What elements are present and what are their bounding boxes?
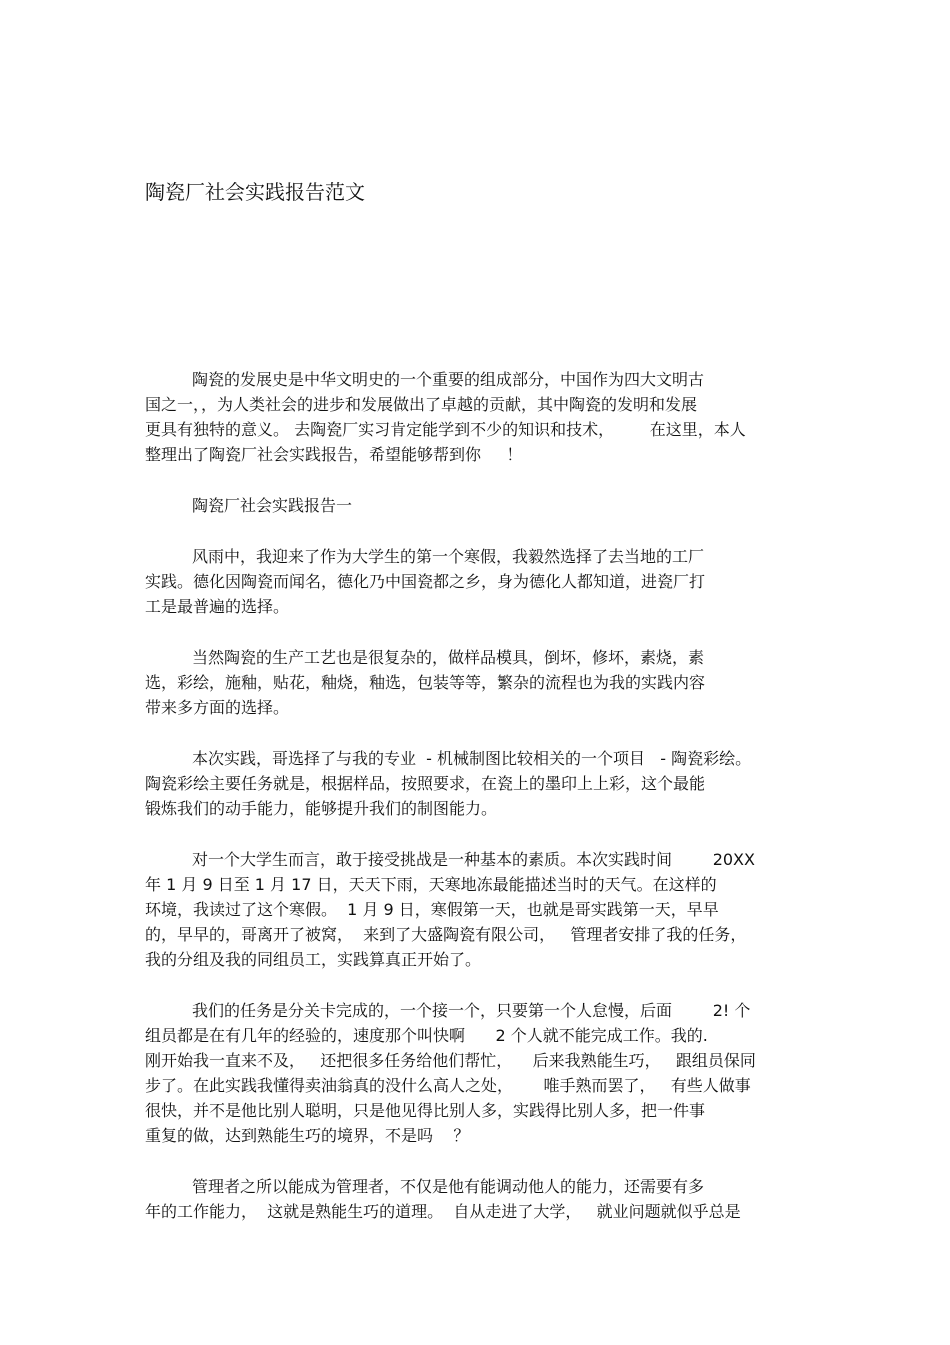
paragraph — [145, 746, 825, 821]
text-line: 年 1 月 9 日至 1 月 17 日，天天下雨，天寒地冻最能描述当时的天气。在这样的 — [145, 875, 717, 894]
paragraph-intro — [145, 367, 825, 467]
text-line: 重复的做，达到熟能生巧的境界，不是吗 ？ — [145, 1126, 470, 1145]
text-line: 锻炼我们的动手能力，能够提升我们的制图能力。 — [145, 799, 498, 818]
paragraph — [145, 1174, 825, 1224]
section-heading-text: 陶瓷厂社会实践报告一 — [192, 496, 353, 515]
document-body — [145, 367, 825, 1250]
text-line: 更具有独特的意义。 去陶瓷厂实习肯定能学到不少的知识和技术， 在这里，本人 — [145, 420, 746, 439]
text-line: 陶瓷的发展史是中华文明史的一个重要的组成部分，中国作为四大文明古 — [192, 370, 705, 389]
text-line: 年的工作能力， 这就是熟能生巧的道理。 自从走进了大学， 就业问题就似乎总是 — [145, 1202, 741, 1221]
text-line: 带来多方面的选择。 — [145, 698, 290, 717]
paragraph — [145, 544, 825, 619]
paragraph — [145, 645, 825, 720]
paragraph — [145, 998, 825, 1148]
text-line: 对一个大学生而言，敢于接受挑战是一种基本的素质。本次实践时间 20XX — [192, 850, 755, 869]
text-line: 步了。在此实践我懂得卖油翁真的没什么高人之处， 唯手熟而罢了， 有些人做事 — [145, 1076, 751, 1095]
text-line: 刚开始我一直来不及， 还把很多任务给他们帮忙， 后来我熟能生巧， 跟组员保同 — [145, 1051, 756, 1070]
text-line: 陶瓷彩绘主要任务就是，根据样品，按照要求，在瓷上的墨印上上彩，这个最能 — [145, 774, 706, 793]
text-line: 组员都是在有几年的经验的，速度那个叫快啊 2 个人就不能完成工作。我的. — [145, 1026, 708, 1045]
document-title: 陶瓷厂社会实践报告范文 — [145, 180, 365, 204]
text-line: 工是最普遍的选择。 — [145, 597, 290, 616]
text-line: 国之一，，为人类社会的进步和发展做出了卓越的贡献，其中陶瓷的发明和发展 — [145, 395, 698, 414]
text-line: 实践。德化因陶瓷而闻名，德化乃中国瓷都之乡，身为德化人都知道，进瓷厂打 — [145, 572, 706, 591]
text-line: 本次实践，哥选择了与我的专业 - 机械制图比较相关的一个项目 - 陶瓷彩绘。 — [192, 749, 752, 768]
text-line: 当然陶瓷的生产工艺也是很复杂的，做样品模具，倒坏，修坏，素烧，素 — [192, 648, 705, 667]
text-line: 风雨中，我迎来了作为大学生的第一个寒假，我毅然选择了去当地的工厂 — [192, 547, 705, 566]
text-line: 选，彩绘，施釉，贴花，釉烧，釉选，包装等等，繁杂的流程也为我的实践内容 — [145, 673, 706, 692]
text-line: 管理者之所以能成为管理者，不仅是他有能调动他人的能力，还需要有多 — [192, 1177, 705, 1196]
text-line: 环境，我读过了这个寒假。 1 月 9 日，寒假第一天，也就是哥实践第一天，早早 — [145, 900, 719, 919]
text-line: 整理出了陶瓷厂社会实践报告，希望能够帮到你 ！ — [145, 445, 523, 464]
text-line: 我们的任务是分关卡完成的，一个接一个，只要第一个人怠慢，后面 2! 个 — [192, 1001, 751, 1020]
text-line: 我的分组及我的同组员工，实践算真正开始了。 — [145, 950, 482, 969]
paragraph — [145, 847, 825, 972]
section-heading — [145, 493, 825, 518]
text-line: 很快，并不是他比别人聪明，只是他见得比别人多，实践得比别人多，把一件事 — [145, 1101, 706, 1120]
text-line: 的，早早的，哥离开了被窝， 来到了大盛陶瓷有限公司， 管理者安排了我的任务， — [145, 925, 747, 944]
